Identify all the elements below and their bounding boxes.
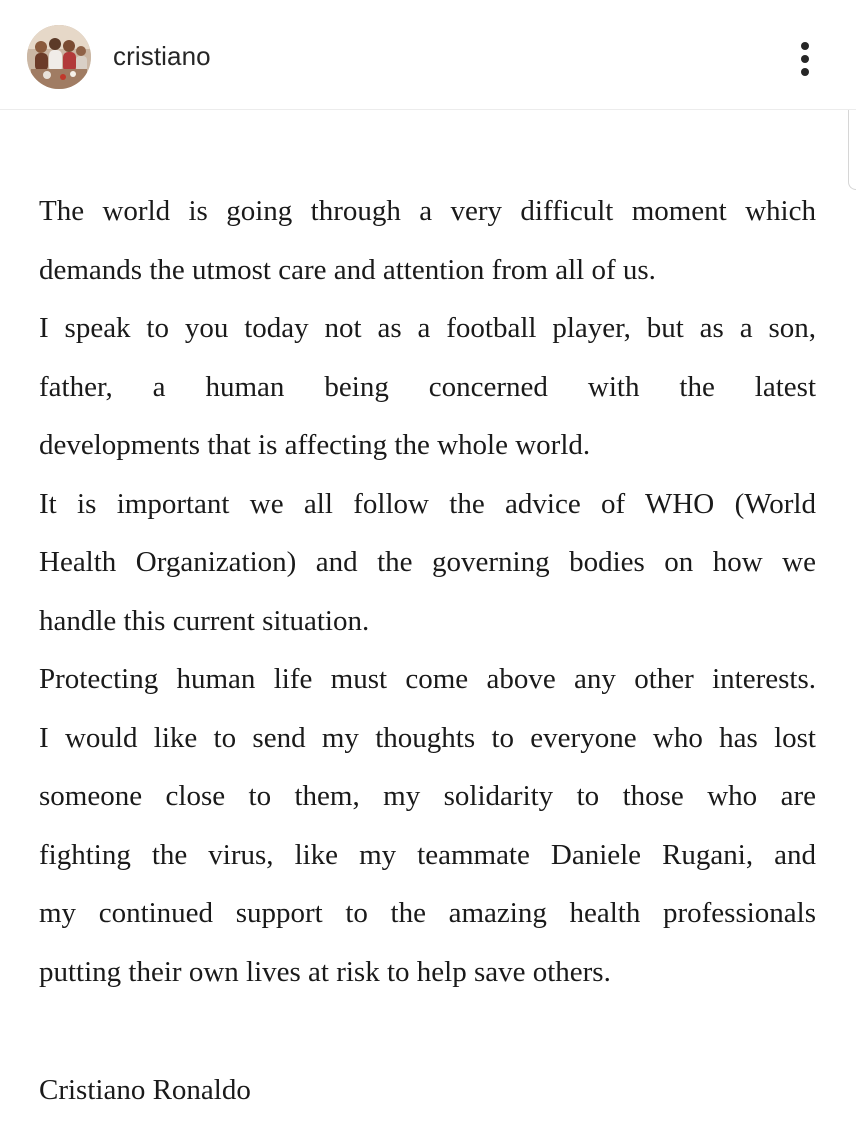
post-text-line: fighting the virus, like my teammate Daniele Rugani, and bbox=[39, 838, 816, 871]
post-text-line: someone close to them, my solidarity to those who are bbox=[39, 780, 816, 812]
post-text-line: handle this current situation. bbox=[39, 604, 370, 637]
avatar[interactable] bbox=[27, 25, 91, 89]
post-text-line: I speak to you today not as a football player, but as a son, bbox=[39, 312, 816, 344]
post-text-line: putting their own lives at risk to help save others. bbox=[39, 955, 611, 988]
vertical-ellipsis-icon bbox=[801, 42, 809, 50]
username[interactable]: cristiano bbox=[113, 41, 211, 71]
post-text-line: demands the utmost care and attention from all of us. bbox=[39, 253, 656, 286]
post-text-line: my continued support to the amazing health professionals bbox=[39, 897, 816, 929]
vertical-ellipsis-icon bbox=[801, 55, 809, 63]
post-text-line: Health Organization) and the governing bodies on how we bbox=[39, 546, 816, 578]
post-header bbox=[0, 0, 856, 110]
post-text bbox=[39, 185, 816, 1004]
post-text-line: Protecting human life must come above any other interests. bbox=[39, 663, 816, 695]
post-text-line: I would like to send my thoughts to everyone who has lost bbox=[39, 721, 816, 754]
post-text-line: developments that is affecting the whole world. bbox=[39, 429, 591, 461]
post-text-line: father, a human being concerned with the latest bbox=[39, 370, 816, 403]
more-options-button[interactable] bbox=[784, 34, 828, 82]
post-text-line: It is important we all follow the advice of WHO (World bbox=[39, 487, 816, 520]
vertical-ellipsis-icon bbox=[801, 68, 809, 76]
signature: Cristiano Ronaldo bbox=[39, 1074, 251, 1106]
post-text-line: The world is going through a very difficult moment which bbox=[39, 195, 816, 227]
profile-photo-icon bbox=[27, 25, 91, 89]
scrollbar[interactable] bbox=[848, 110, 856, 190]
